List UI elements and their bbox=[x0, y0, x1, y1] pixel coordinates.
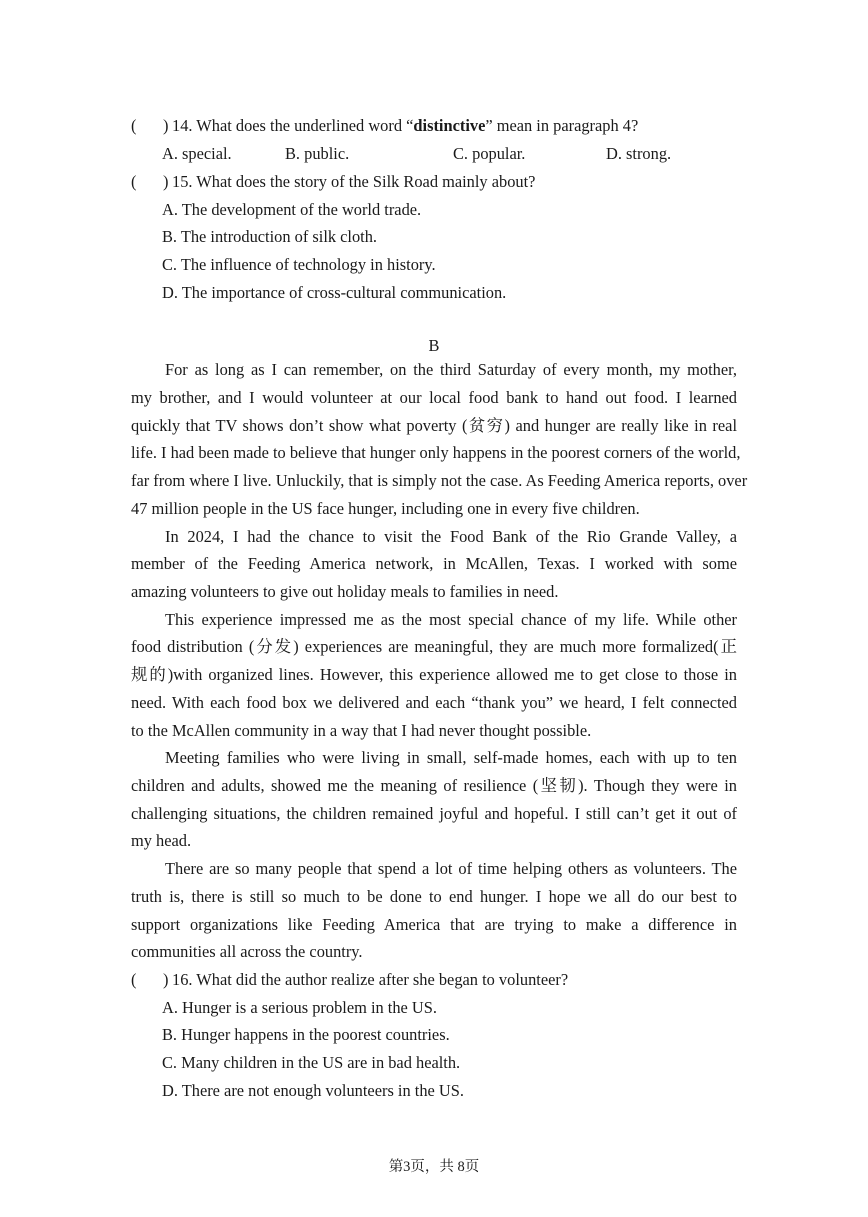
question-stem: 15. What does the story of the Silk Road mainly about? bbox=[172, 172, 536, 191]
passage-letter: B bbox=[428, 336, 440, 355]
passage-line: food distribution (分发) experiences are meaningful, they are much more formalized(正 bbox=[131, 637, 737, 656]
passage-line: communities all across the country. bbox=[131, 942, 363, 961]
passage-line: support organizations like Feeding America that are trying to make a difference in bbox=[131, 915, 737, 934]
option-c: C. Many children in the US are in bad health. bbox=[162, 1053, 461, 1072]
option-a: A. special. bbox=[162, 144, 232, 163]
option-b: B. public. bbox=[285, 144, 350, 163]
answer-paren-close: ) bbox=[163, 172, 169, 191]
passage-line: quickly that TV shows don’t show what poverty (贫穷) and hunger are really like in real bbox=[131, 416, 737, 435]
passage-line: Meeting families who were living in small, self-made homes, each with up to ten bbox=[165, 748, 737, 767]
answer-paren-open: ( bbox=[131, 172, 137, 191]
option-d: D. There are not enough volunteers in the US. bbox=[162, 1081, 464, 1100]
answer-paren-close: ) bbox=[163, 116, 169, 135]
option-b: B. Hunger happens in the poorest countries. bbox=[162, 1025, 450, 1044]
passage-line: truth is, there is still so much to be done to end hunger. I hope we all do our best to bbox=[131, 887, 737, 906]
option-d: D. The importance of cross-cultural communication. bbox=[162, 283, 507, 302]
passage-line: my head. bbox=[131, 831, 192, 850]
option-c: C. The influence of technology in history. bbox=[162, 255, 436, 274]
stem-text-post: ” mean in paragraph 4? bbox=[485, 116, 639, 135]
passage-line: far from where I live. Unluckily, that is simply not the case. As Feeding America reports, over bbox=[131, 471, 748, 490]
stem-text-pre: 14. What does the underlined word “ bbox=[172, 116, 414, 135]
passage-line: There are so many people that spend a lot of time helping others as volunteers. The bbox=[165, 859, 737, 878]
answer-paren-open: ( bbox=[131, 116, 137, 135]
option-b: B. The introduction of silk cloth. bbox=[162, 227, 378, 246]
passage-line: 47 million people in the US face hunger, including one in every five children. bbox=[131, 499, 640, 518]
stem-keyword: distinctive bbox=[413, 116, 486, 135]
passage-line: my brother, and I would volunteer at our local food bank to hand out food. I learned bbox=[131, 388, 737, 407]
page-number: 第3页，共 8页 bbox=[388, 1159, 480, 1175]
passage-line: children and adults, showed me the meaning of resilience (坚韧). Though they were in bbox=[131, 776, 737, 795]
passage-line: member of the Feeding America network, in McAllen, Texas. I worked with some bbox=[131, 554, 737, 573]
passage-line: amazing volunteers to give out holiday meals to families in need. bbox=[131, 582, 559, 601]
passage-line: challenging situations, the children remained joyful and hopeful. I still can’t get it out of bbox=[131, 804, 737, 823]
answer-paren-open: ( bbox=[131, 970, 137, 989]
question-stem bbox=[172, 116, 638, 136]
option-c: C. popular. bbox=[453, 144, 526, 163]
option-a: A. Hunger is a serious problem in the US. bbox=[162, 998, 437, 1017]
passage-line: life. I had been made to believe that hunger only happens in the poorest corners of the world, bbox=[131, 443, 741, 462]
passage-line: This experience impressed me as the most special chance of my life. While other bbox=[165, 610, 737, 629]
passage-line: For as long as I can remember, on the third Saturday of every month, my mother, bbox=[165, 360, 737, 379]
question-stem: 16. What did the author realize after she began to volunteer? bbox=[172, 970, 569, 989]
option-a: A. The development of the world trade. bbox=[162, 200, 422, 219]
option-d: D. strong. bbox=[606, 144, 672, 163]
passage-line: 规的)with organized lines. However, this experience allowed me to get close to those in bbox=[131, 665, 737, 684]
passage-line: need. With each food box we delivered and each “thank you” we heard, I felt connected bbox=[131, 693, 737, 712]
answer-paren-close: ) bbox=[163, 970, 169, 989]
passage-line: In 2024, I had the chance to visit the Food Bank of the Rio Grande Valley, a bbox=[165, 527, 737, 546]
passage-line: to the McAllen community in a way that I had never thought possible. bbox=[131, 721, 592, 740]
